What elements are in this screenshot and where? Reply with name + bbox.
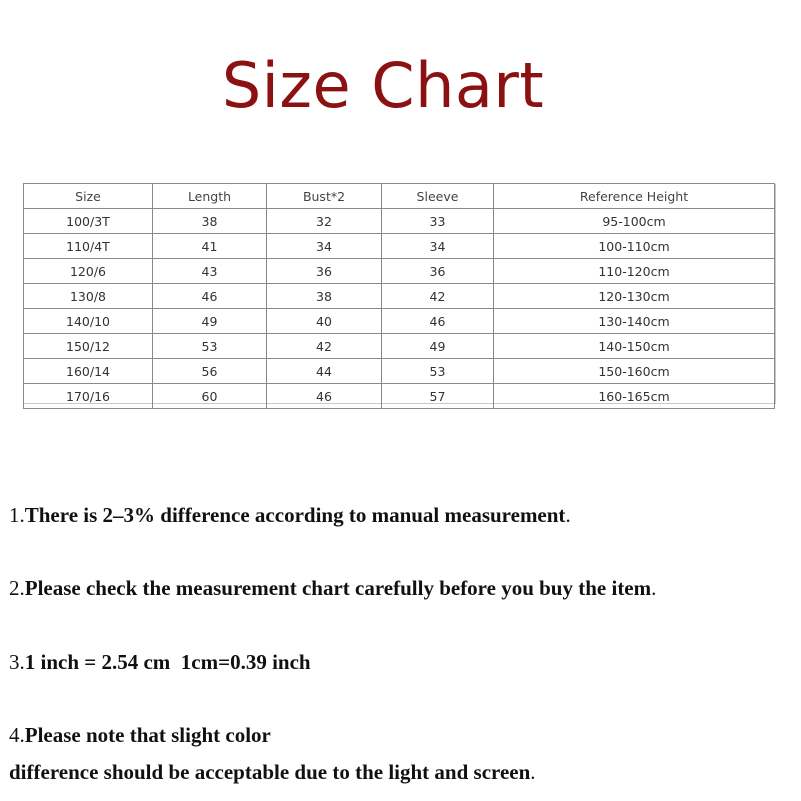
note-end: .: [565, 503, 571, 527]
column-header-reference-height: Reference Height: [494, 184, 775, 209]
cell-reference-height: 160-165cm: [494, 384, 775, 409]
cell-bust: 34: [267, 234, 382, 259]
table-row: [24, 309, 775, 334]
cell-size: 170/16: [24, 384, 153, 409]
cell-reference-height: 150-160cm: [494, 359, 775, 384]
cell-bust: 46: [267, 384, 382, 409]
cell-reference-height: 120-130cm: [494, 284, 775, 309]
note-4: [9, 720, 271, 750]
note-separator: .: [19, 723, 25, 747]
cell-sleeve: 36: [382, 259, 494, 284]
cell-size: 150/12: [24, 334, 153, 359]
table-row: [24, 384, 775, 409]
note-separator: .: [19, 576, 25, 600]
table-row: [24, 359, 775, 384]
cell-bust: 38: [267, 284, 382, 309]
cell-sleeve: 34: [382, 234, 494, 259]
note-separator: .: [19, 503, 25, 527]
table-row: [24, 234, 775, 259]
note-1: [9, 500, 571, 530]
cell-bust: 42: [267, 334, 382, 359]
column-header-sleeve: Sleeve: [382, 184, 494, 209]
cell-bust: 40: [267, 309, 382, 334]
cell-reference-height: 100-110cm: [494, 234, 775, 259]
cell-length: 60: [153, 384, 267, 409]
cell-sleeve: 57: [382, 384, 494, 409]
column-header-size: Size: [24, 184, 153, 209]
note-number: 2: [9, 576, 20, 600]
cell-size: 160/14: [24, 359, 153, 384]
column-header-length: Length: [153, 184, 267, 209]
note-text: Please check the measurement chart carefully before you buy the item: [24, 576, 652, 600]
table-header-row: [24, 184, 775, 209]
note-2: [9, 573, 656, 603]
cell-length: 56: [153, 359, 267, 384]
note-separator: .: [19, 650, 25, 674]
cell-reference-height: 110-120cm: [494, 259, 775, 284]
size-chart-table: [23, 183, 775, 409]
cell-length: 41: [153, 234, 267, 259]
cell-sleeve: 49: [382, 334, 494, 359]
note-end: .: [530, 760, 536, 784]
note-text: 1 inch = 2.54 cm 1cm=0.39 inch: [24, 650, 311, 674]
cell-size: 100/3T: [24, 209, 153, 234]
cell-reference-height: 95-100cm: [494, 209, 775, 234]
cell-length: 53: [153, 334, 267, 359]
note-number: 3: [9, 650, 20, 674]
cell-reference-height: 140-150cm: [494, 334, 775, 359]
cell-length: 43: [153, 259, 267, 284]
table-row: [24, 334, 775, 359]
cell-length: 49: [153, 309, 267, 334]
note-text: There is 2–3% difference according to manual measurement: [24, 503, 566, 527]
page-title: Size Chart: [221, 49, 545, 122]
table-row: [24, 284, 775, 309]
cell-size: 120/6: [24, 259, 153, 284]
note-number: 1: [9, 503, 20, 527]
note-end: .: [651, 576, 657, 600]
column-header-bust: Bust*2: [267, 184, 382, 209]
cell-length: 38: [153, 209, 267, 234]
cell-bust: 32: [267, 209, 382, 234]
cell-length: 46: [153, 284, 267, 309]
cell-sleeve: 53: [382, 359, 494, 384]
cell-sleeve: 46: [382, 309, 494, 334]
note-text: Please note that slight color: [24, 723, 271, 747]
cell-size: 130/8: [24, 284, 153, 309]
cell-sleeve: 33: [382, 209, 494, 234]
cell-bust: 36: [267, 259, 382, 284]
table-row: [24, 259, 775, 284]
note-4-continued: [9, 757, 536, 787]
cell-sleeve: 42: [382, 284, 494, 309]
note-text: difference should be acceptable due to the light and screen: [9, 760, 531, 784]
table-row: [24, 209, 775, 234]
cell-bust: 44: [267, 359, 382, 384]
cell-reference-height: 130-140cm: [494, 309, 775, 334]
note-number: 4: [9, 723, 20, 747]
note-3: [9, 647, 311, 677]
cell-size: 140/10: [24, 309, 153, 334]
size-chart-table-container: [23, 183, 775, 403]
cell-size: 110/4T: [24, 234, 153, 259]
